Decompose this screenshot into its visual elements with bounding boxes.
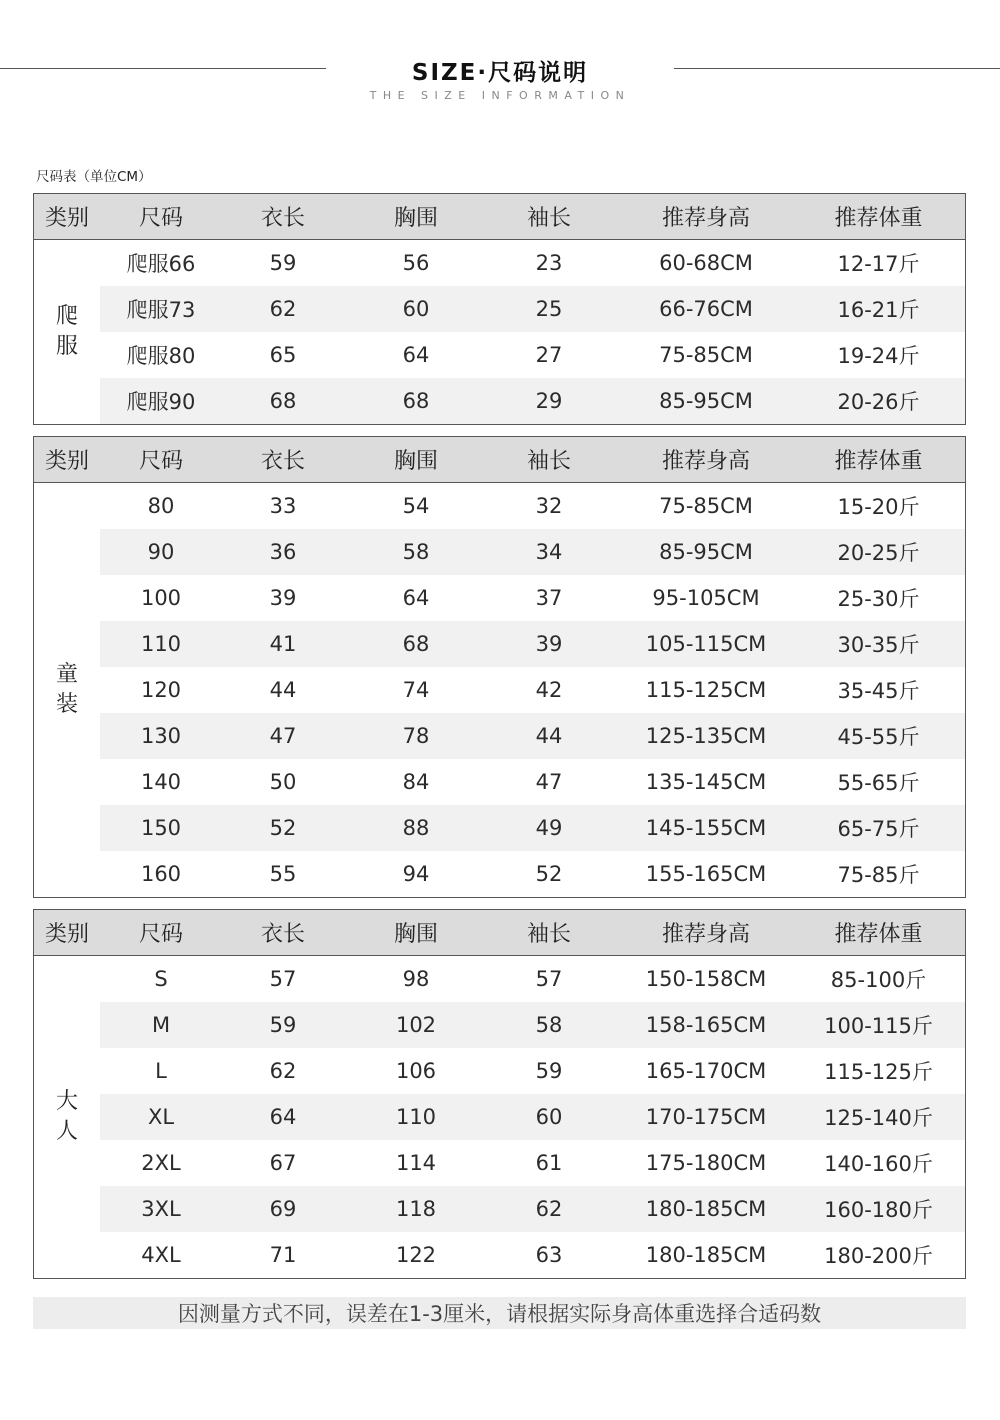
header-cell-chest: 胸围 xyxy=(393,206,438,231)
cell-weight: 125-140斤 xyxy=(824,1106,933,1130)
category-label: 童装 xyxy=(55,662,78,717)
cell-length: 62 xyxy=(269,1059,297,1083)
cell-length: 64 xyxy=(269,1105,297,1129)
cell-size: 2XL xyxy=(141,1151,181,1175)
size-table-crawler xyxy=(33,193,966,425)
cell-size: 3XL xyxy=(141,1197,181,1221)
cell-sleeve: 37 xyxy=(535,586,563,610)
header-cell-length: 衣长 xyxy=(260,206,305,231)
cell-length: 33 xyxy=(269,494,297,518)
table-row xyxy=(100,713,965,759)
cell-chest: 94 xyxy=(402,862,430,886)
cell-chest: 84 xyxy=(402,770,430,794)
cell-weight: 30-35斤 xyxy=(837,633,920,657)
cell-sleeve: 23 xyxy=(535,251,563,275)
header-cell-length: 衣长 xyxy=(260,922,305,947)
cell-weight: 19-24斤 xyxy=(837,344,920,368)
measurement-note: 因测量方式不同，误差在1-3厘米，请根据实际身高体重选择合适码数 xyxy=(33,1297,966,1329)
cell-weight: 140-160斤 xyxy=(824,1152,933,1176)
header-cell-category: 类别 xyxy=(44,922,89,947)
cell-weight: 65-75斤 xyxy=(837,817,920,841)
cell-weight: 180-200斤 xyxy=(824,1244,933,1268)
cell-height: 85-95CM xyxy=(659,389,753,413)
cell-sleeve: 59 xyxy=(535,1059,563,1083)
cell-size: 爬服66 xyxy=(126,252,196,276)
header-cell-chest: 胸围 xyxy=(393,922,438,947)
cell-length: 55 xyxy=(269,862,297,886)
cell-height: 95-105CM xyxy=(652,586,760,610)
cell-chest: 54 xyxy=(402,494,430,518)
cell-length: 65 xyxy=(269,343,297,367)
cell-size: 4XL xyxy=(141,1243,181,1267)
cell-weight: 160-180斤 xyxy=(824,1198,933,1222)
cell-sleeve: 42 xyxy=(535,678,563,702)
cell-size: 100 xyxy=(140,586,182,610)
table-row xyxy=(100,805,965,851)
cell-weight: 15-20斤 xyxy=(837,495,920,519)
cell-size: L xyxy=(155,1059,167,1083)
cell-sleeve: 32 xyxy=(535,494,563,518)
cell-height: 75-85CM xyxy=(659,343,753,367)
table-row xyxy=(100,759,965,805)
cell-length: 59 xyxy=(269,1013,297,1037)
header-cell-weight: 推荐体重 xyxy=(834,449,923,474)
table-row xyxy=(100,621,965,667)
cell-height: 180-185CM xyxy=(645,1243,767,1267)
header-cell-size: 尺码 xyxy=(138,206,183,231)
cell-size: 爬服73 xyxy=(126,298,196,322)
cell-length: 57 xyxy=(269,967,297,991)
cell-height: 145-155CM xyxy=(645,816,767,840)
cell-size: 90 xyxy=(147,540,175,564)
table-caption: 尺码表（单位CM） xyxy=(36,169,152,185)
cell-chest: 60 xyxy=(402,297,430,321)
cell-sleeve: 44 xyxy=(535,724,563,748)
cell-sleeve: 29 xyxy=(535,389,563,413)
cell-height: 155-165CM xyxy=(645,862,767,886)
cell-length: 36 xyxy=(269,540,297,564)
category-label: 爬服 xyxy=(55,304,78,359)
cell-weight: 75-85斤 xyxy=(837,863,920,887)
cell-length: 39 xyxy=(269,586,297,610)
cell-length: 68 xyxy=(269,389,297,413)
cell-height: 180-185CM xyxy=(645,1197,767,1221)
cell-length: 59 xyxy=(269,251,297,275)
cell-size: 110 xyxy=(140,632,182,656)
table-row xyxy=(100,575,965,621)
cell-sleeve: 62 xyxy=(535,1197,563,1221)
table-rows xyxy=(100,483,965,897)
page-title: SIZE·尺码说明 xyxy=(411,60,589,86)
size-table-children xyxy=(33,436,966,898)
cell-sleeve: 61 xyxy=(535,1151,563,1175)
table-header-row xyxy=(34,437,965,483)
cell-weight: 45-55斤 xyxy=(837,725,920,749)
cell-sleeve: 52 xyxy=(535,862,563,886)
cell-height: 60-68CM xyxy=(659,251,753,275)
table-rows xyxy=(100,956,965,1278)
cell-size: 120 xyxy=(140,678,182,702)
table-row xyxy=(100,378,965,424)
cell-size: XL xyxy=(147,1105,175,1129)
header-cell-size: 尺码 xyxy=(138,922,183,947)
table-row xyxy=(100,667,965,713)
cell-chest: 56 xyxy=(402,251,430,275)
header-cell-category: 类别 xyxy=(44,206,89,231)
cell-height: 115-125CM xyxy=(645,678,767,702)
size-table-adult xyxy=(33,909,966,1279)
cell-height: 105-115CM xyxy=(645,632,767,656)
page-subtitle: THE SIZE INFORMATION xyxy=(369,89,631,102)
table-row xyxy=(100,1002,965,1048)
cell-size: 140 xyxy=(140,770,182,794)
cell-height: 165-170CM xyxy=(645,1059,767,1083)
cell-length: 47 xyxy=(269,724,297,748)
header-cell-category: 类别 xyxy=(44,449,89,474)
table-row xyxy=(100,529,965,575)
cell-chest: 64 xyxy=(402,586,430,610)
category-label: 大人 xyxy=(55,1089,78,1144)
cell-weight: 20-25斤 xyxy=(837,541,920,565)
header-cell-sleeve: 袖长 xyxy=(526,206,571,231)
cell-size: 爬服90 xyxy=(126,390,196,414)
cell-weight: 85-100斤 xyxy=(830,968,927,992)
table-row xyxy=(100,1140,965,1186)
cell-chest: 98 xyxy=(402,967,430,991)
cell-length: 50 xyxy=(269,770,297,794)
cell-chest: 68 xyxy=(402,389,430,413)
cell-size: 150 xyxy=(140,816,182,840)
table-body xyxy=(34,240,965,424)
cell-length: 44 xyxy=(269,678,297,702)
category-cell xyxy=(34,483,100,897)
cell-chest: 78 xyxy=(402,724,430,748)
cell-height: 66-76CM xyxy=(659,297,753,321)
cell-chest: 102 xyxy=(395,1013,437,1037)
cell-sleeve: 34 xyxy=(535,540,563,564)
cell-height: 85-95CM xyxy=(659,540,753,564)
table-row xyxy=(100,1048,965,1094)
cell-sleeve: 39 xyxy=(535,632,563,656)
header-cell-height: 推荐身高 xyxy=(661,206,750,231)
cell-chest: 74 xyxy=(402,678,430,702)
header-cell-height: 推荐身高 xyxy=(661,922,750,947)
cell-chest: 106 xyxy=(395,1059,437,1083)
cell-chest: 68 xyxy=(402,632,430,656)
cell-height: 150-158CM xyxy=(645,967,767,991)
cell-height: 135-145CM xyxy=(645,770,767,794)
table-header-row xyxy=(34,194,965,240)
cell-sleeve: 63 xyxy=(535,1243,563,1267)
cell-height: 170-175CM xyxy=(645,1105,767,1129)
table-rows xyxy=(100,240,965,424)
cell-weight: 12-17斤 xyxy=(837,252,920,276)
cell-length: 71 xyxy=(269,1243,297,1267)
header-cell-weight: 推荐体重 xyxy=(834,922,923,947)
cell-weight: 115-125斤 xyxy=(824,1060,933,1084)
cell-weight: 25-30斤 xyxy=(837,587,920,611)
table-row xyxy=(100,1232,965,1278)
cell-length: 67 xyxy=(269,1151,297,1175)
cell-length: 69 xyxy=(269,1197,297,1221)
cell-length: 52 xyxy=(269,816,297,840)
page-header xyxy=(0,50,1000,110)
table-row xyxy=(100,483,965,529)
cell-weight: 35-45斤 xyxy=(837,679,920,703)
table-body xyxy=(34,483,965,897)
cell-chest: 64 xyxy=(402,343,430,367)
cell-chest: 122 xyxy=(395,1243,437,1267)
category-cell xyxy=(34,240,100,424)
cell-height: 125-135CM xyxy=(645,724,767,748)
cell-chest: 88 xyxy=(402,816,430,840)
cell-weight: 100-115斤 xyxy=(824,1014,933,1038)
table-row xyxy=(100,1094,965,1140)
cell-weight: 55-65斤 xyxy=(837,771,920,795)
cell-size: 160 xyxy=(140,862,182,886)
cell-weight: 16-21斤 xyxy=(837,298,920,322)
cell-sleeve: 47 xyxy=(535,770,563,794)
cell-chest: 58 xyxy=(402,540,430,564)
cell-sleeve: 60 xyxy=(535,1105,563,1129)
header-cell-sleeve: 袖长 xyxy=(526,922,571,947)
table-row xyxy=(100,956,965,1002)
header-cell-sleeve: 袖长 xyxy=(526,449,571,474)
header-cell-chest: 胸围 xyxy=(393,449,438,474)
cell-height: 75-85CM xyxy=(659,494,753,518)
cell-length: 41 xyxy=(269,632,297,656)
cell-size: 130 xyxy=(140,724,182,748)
header-cell-height: 推荐身高 xyxy=(661,449,750,474)
header-cell-weight: 推荐体重 xyxy=(834,206,923,231)
cell-chest: 118 xyxy=(395,1197,437,1221)
cell-height: 158-165CM xyxy=(645,1013,767,1037)
category-cell xyxy=(34,956,100,1278)
table-body xyxy=(34,956,965,1278)
cell-height: 175-180CM xyxy=(645,1151,767,1175)
cell-chest: 114 xyxy=(395,1151,437,1175)
cell-length: 62 xyxy=(269,297,297,321)
cell-size: M xyxy=(151,1013,171,1037)
cell-sleeve: 58 xyxy=(535,1013,563,1037)
cell-weight: 20-26斤 xyxy=(837,390,920,414)
table-row xyxy=(100,286,965,332)
header-cell-length: 衣长 xyxy=(260,449,305,474)
cell-chest: 110 xyxy=(395,1105,437,1129)
cell-sleeve: 27 xyxy=(535,343,563,367)
table-row xyxy=(100,851,965,897)
table-row xyxy=(100,240,965,286)
table-header-row xyxy=(34,910,965,956)
cell-size: 80 xyxy=(147,494,175,518)
table-row xyxy=(100,332,965,378)
cell-sleeve: 49 xyxy=(535,816,563,840)
cell-size: 爬服80 xyxy=(126,344,196,368)
header-cell-size: 尺码 xyxy=(138,449,183,474)
cell-sleeve: 57 xyxy=(535,967,563,991)
cell-sleeve: 25 xyxy=(535,297,563,321)
cell-size: S xyxy=(154,967,168,991)
table-row xyxy=(100,1186,965,1232)
